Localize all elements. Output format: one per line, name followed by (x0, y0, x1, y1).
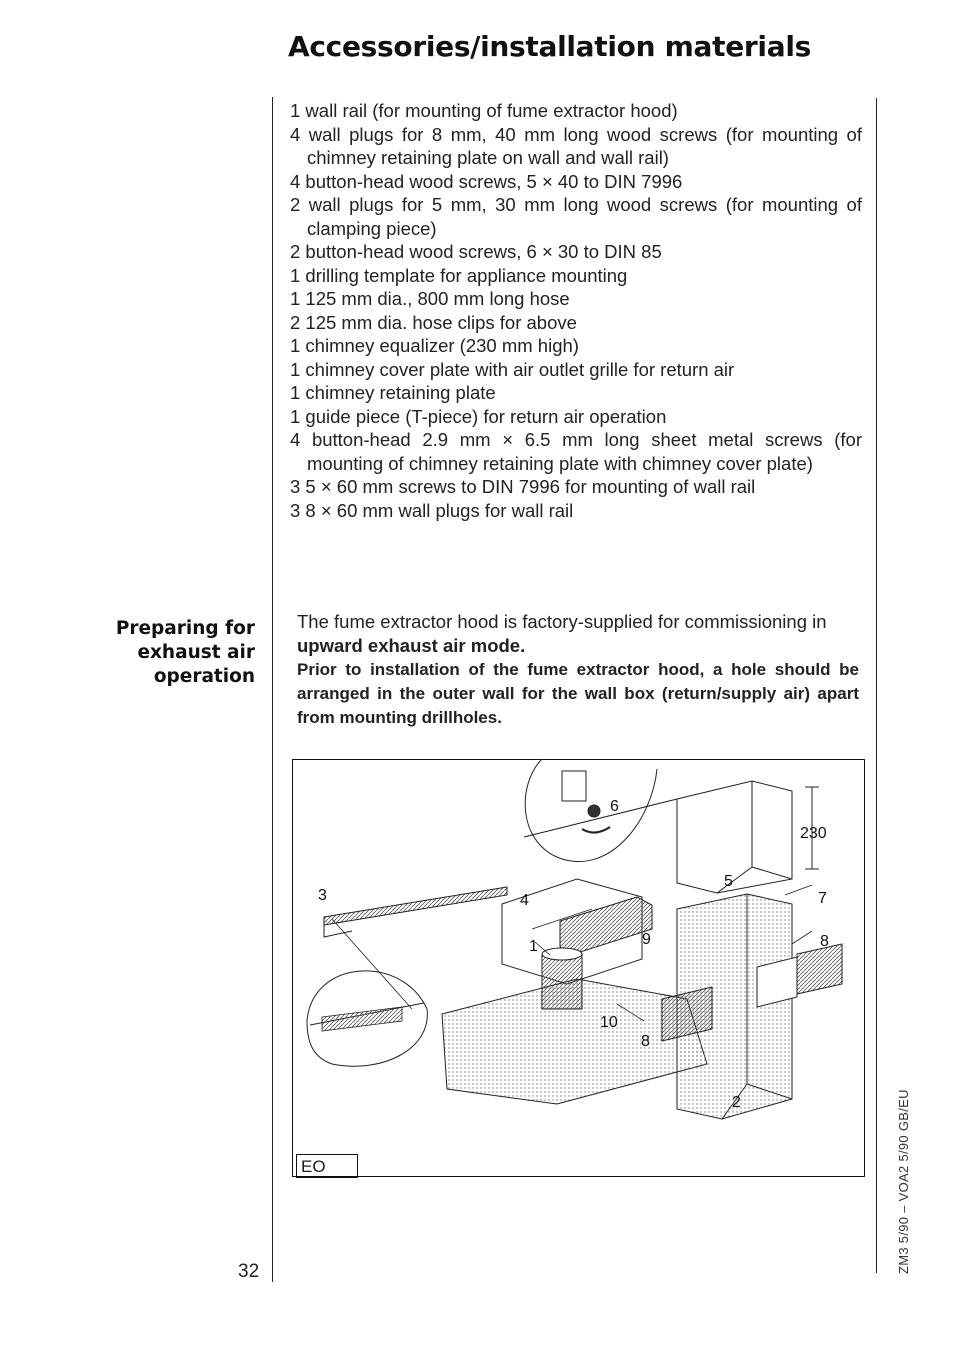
label-2: 2 (732, 1094, 741, 1111)
label-8-right: 8 (820, 933, 829, 950)
section-body (297, 610, 859, 730)
list-item: 4 button-head wood screws, 5 × 40 to DIN 7996 (290, 170, 683, 192)
wall-rail (324, 887, 507, 937)
intro-text: The fume extractor hood is factory-supplied for commissioning in (297, 611, 827, 632)
section-heading: Preparing for exhaust air operation (115, 618, 255, 687)
intro-paragraph (297, 610, 859, 658)
list-item: 2 125 mm dia. hose clips for above (290, 311, 577, 333)
list-item: 1 wall rail (for mounting of fume extractor hood) (290, 100, 678, 121)
label-7: 7 (818, 890, 827, 907)
list-item: 1 chimney retaining plate (290, 382, 496, 403)
label-230: 230 (800, 825, 827, 842)
installation-diagram-svg (292, 759, 865, 1177)
accessories-list (290, 99, 862, 522)
list-item: 2 button-head wood screws, 6 × 30 to DIN 85 (290, 241, 662, 262)
installation-diagram (292, 759, 865, 1177)
page-number: 32 (238, 1261, 260, 1282)
list-item: 1 drilling template for appliance mounting (290, 264, 628, 286)
label-5: 5 (724, 873, 733, 890)
label-3: 3 (318, 887, 327, 904)
label-4: 4 (520, 892, 529, 909)
label-8-left: 8 (641, 1033, 650, 1050)
list-item: 4 wall plugs for 8 mm, 40 mm long wood screws (for mounting of chimney retaining plate on wall and wall rail) (290, 123, 862, 168)
chimney-equalizer (677, 781, 819, 893)
list-item: 1 chimney cover plate with air outlet grille for return air (290, 358, 735, 380)
list-item: 3 5 × 60 mm screws to DIN 7996 for mounting of wall rail (290, 476, 756, 497)
label-1: 1 (529, 938, 538, 955)
list-item: 1 guide piece (T-piece) for return air operation (290, 405, 667, 427)
intro-bold-text: upward exhaust air mode. (297, 635, 526, 656)
detail-clamping-circle (524, 759, 677, 862)
page-title: Accessories/installation materials (288, 30, 811, 63)
warning-paragraph: Prior to installation of the fume extractor hood, a hole should be arranged in the outer wall for the wall box (return/supply air) apart from mounting drillholes. (297, 660, 859, 727)
right-rule (876, 98, 877, 1273)
document-code: ZM3 5/90 – VOA2 5/90 GB/EU (896, 1089, 911, 1274)
eo-label-box: EO (296, 1154, 358, 1178)
label-10: 10 (600, 1014, 618, 1031)
label-9: 9 (642, 931, 651, 948)
list-item: 1 chimney equalizer (230 mm high) (290, 335, 579, 356)
list-item: 2 wall plugs for 5 mm, 30 mm long wood screws (for mounting of clamping piece) (290, 194, 862, 239)
list-item: 4 button-head 2.9 mm × 6.5 mm long sheet metal screws (for mounting of chimney retaining plate with chimney cover plate) (290, 429, 862, 474)
left-rule (272, 97, 273, 1282)
label-6: 6 (610, 798, 619, 815)
list-item: 3 8 × 60 mm wall plugs for wall rail (290, 499, 574, 521)
list-item: 1 125 mm dia., 800 mm long hose (290, 288, 570, 309)
